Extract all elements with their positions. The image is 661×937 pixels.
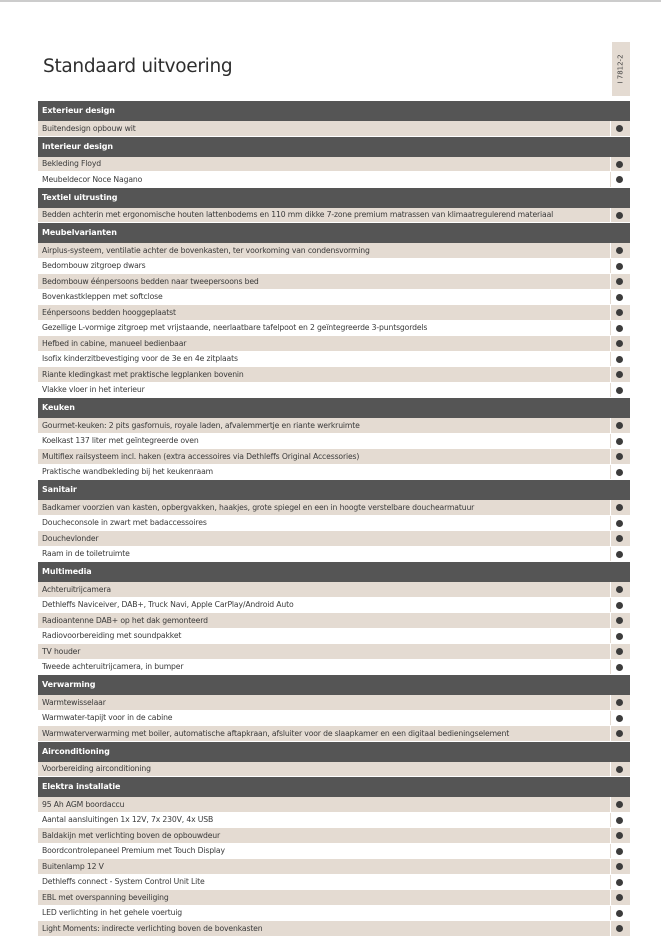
column-separator <box>610 290 611 305</box>
standard-dot-icon <box>616 422 623 429</box>
spec-row <box>38 516 630 532</box>
spec-row-label: Baldakijn met verlichting boven de opbouwdeur <box>42 830 221 840</box>
standard-dot-icon <box>616 125 623 132</box>
column-separator <box>610 516 611 531</box>
spec-row <box>38 449 630 465</box>
standard-dot-icon <box>616 586 623 593</box>
spec-row <box>38 813 630 829</box>
column-separator <box>610 762 611 777</box>
column-separator <box>610 208 611 223</box>
column-separator <box>610 644 611 659</box>
standard-dot-icon <box>616 715 623 722</box>
spec-table <box>38 101 630 937</box>
standard-dot-icon <box>616 648 623 655</box>
spec-row <box>38 208 630 224</box>
standard-dot-icon <box>616 309 623 316</box>
standard-dot-icon <box>616 278 623 285</box>
spec-row-label: Praktische wandbekleding bij het keukenraam <box>42 467 213 477</box>
section-header: Meubelvarianten <box>38 223 630 243</box>
column-separator <box>610 434 611 449</box>
section-header: Verwarming <box>38 675 630 695</box>
standard-dot-icon <box>616 801 623 808</box>
spec-row <box>38 695 630 711</box>
spec-row-label: TV houder <box>42 646 81 656</box>
column-separator <box>610 172 611 187</box>
spec-row <box>38 711 630 727</box>
spec-row-label: Dethleffs Naviceiver, DAB+, Truck Navi, Apple CarPlay/Android Auto <box>42 600 294 610</box>
spec-row-label: Douchevlonder <box>42 533 99 543</box>
spec-section <box>38 101 630 137</box>
spec-row-label: Riante kledingkast met praktische legplanken bovenin <box>42 369 244 379</box>
standard-dot-icon <box>616 766 623 773</box>
standard-dot-icon <box>616 356 623 363</box>
standard-dot-icon <box>616 699 623 706</box>
spec-row <box>38 243 630 259</box>
spec-row-label: Vlakke vloer in het interieur <box>42 385 145 395</box>
standard-dot-icon <box>616 832 623 839</box>
spec-section <box>38 223 630 398</box>
spec-row-label: Doucheconsole in zwart met badaccessoires <box>42 518 207 528</box>
column-separator <box>610 813 611 828</box>
standard-dot-icon <box>616 453 623 460</box>
standard-dot-icon <box>616 340 623 347</box>
spec-row <box>38 547 630 563</box>
spec-row <box>38 172 630 188</box>
column-separator <box>610 828 611 843</box>
column-separator <box>610 547 611 562</box>
spec-row <box>38 844 630 860</box>
section-header: Elektra installatie <box>38 777 630 797</box>
spec-row-label: Buitendesign opbouw wit <box>42 123 136 133</box>
spec-row-label: Aantal aansluitingen 1x 12V, 7x 230V, 4x USB <box>42 815 214 825</box>
spec-section <box>38 562 630 675</box>
spec-row <box>38 859 630 875</box>
column-separator <box>610 531 611 546</box>
spec-row <box>38 531 630 547</box>
spec-section <box>38 398 630 480</box>
spec-row <box>38 157 630 173</box>
standard-dot-icon <box>616 469 623 476</box>
spec-section <box>38 480 630 562</box>
column-separator <box>610 367 611 382</box>
column-separator <box>610 890 611 905</box>
spec-row <box>38 644 630 660</box>
standard-dot-icon <box>616 730 623 737</box>
top-rule <box>0 0 661 2</box>
spec-row-label: Eénpersoons bedden hooggeplaatst <box>42 307 176 317</box>
page-title: Standaard uitvoering <box>43 56 233 77</box>
spec-section <box>38 675 630 742</box>
spec-row-label: EBL met overspanning beveiliging <box>42 892 169 902</box>
standard-dot-icon <box>616 863 623 870</box>
column-separator <box>610 906 611 921</box>
section-header: Sanitair <box>38 480 630 500</box>
column-separator <box>610 465 611 480</box>
standard-dot-icon <box>616 910 623 917</box>
spec-row <box>38 500 630 516</box>
spec-section <box>38 137 630 188</box>
standard-dot-icon <box>616 520 623 527</box>
spec-row <box>38 336 630 352</box>
spec-row <box>38 418 630 434</box>
spec-row-label: Hefbed in cabine, manueel bedienbaar <box>42 338 187 348</box>
standard-dot-icon <box>616 894 623 901</box>
spec-row-label: 95 Ah AGM boordaccu <box>42 799 125 809</box>
spec-section <box>38 742 630 778</box>
section-header: Airconditioning <box>38 742 630 762</box>
standard-dot-icon <box>616 294 623 301</box>
column-separator <box>610 921 611 936</box>
spec-row <box>38 906 630 922</box>
column-separator <box>610 844 611 859</box>
spec-row-label: Badkamer voorzien van kasten, opbergvakken, haakjes, grote spiegel en een in hoogte verstelbare douchearmatuur <box>42 502 475 512</box>
spec-row-label: Gezellige L-vormige zitgroep met vrijstaande, neerlaatbare tafelpoot en 2 geïntegreerde 3-puntsgordels <box>42 323 428 333</box>
spec-row <box>38 465 630 481</box>
column-separator <box>610 582 611 597</box>
spec-row-label: Light Moments: indirecte verlichting boven de bovenkasten <box>42 923 263 933</box>
spec-section <box>38 188 630 224</box>
spec-row-label: Achteruitrijcamera <box>42 584 111 594</box>
standard-dot-icon <box>616 176 623 183</box>
spec-row <box>38 290 630 306</box>
column-separator <box>610 613 611 628</box>
standard-dot-icon <box>616 551 623 558</box>
standard-dot-icon <box>616 848 623 855</box>
spec-row-label: Koelkast 137 liter met geïntegreerde oven <box>42 436 199 446</box>
spec-row <box>38 274 630 290</box>
spec-row-label: Isofix kinderzitbevestiging voor de 3e en 4e zitplaats <box>42 354 238 364</box>
side-tab-label: I 7812-2 <box>617 54 625 84</box>
column-separator <box>610 336 611 351</box>
standard-dot-icon <box>616 438 623 445</box>
spec-row-label: Bedombouw éénpersoons bedden naar tweepersoons bed <box>42 276 259 286</box>
spec-row-label: Warmwaterverwarming met boiler, automatische aftapkraan, afsluiter voor de slaapkamer en een digitaal bedieningselement <box>42 728 510 738</box>
column-separator <box>610 449 611 464</box>
column-separator <box>610 629 611 644</box>
column-separator <box>610 695 611 710</box>
standard-dot-icon <box>616 633 623 640</box>
column-separator <box>610 726 611 741</box>
column-separator <box>610 383 611 398</box>
section-header: Keuken <box>38 398 630 418</box>
spec-row <box>38 367 630 383</box>
spec-row-label: Bovenkastkleppen met softclose <box>42 292 163 302</box>
column-separator <box>610 321 611 336</box>
column-separator <box>610 274 611 289</box>
spec-row <box>38 797 630 813</box>
spec-row-label: Boordcontrolepaneel Premium met Touch Display <box>42 846 225 856</box>
column-separator <box>610 711 611 726</box>
column-separator <box>610 598 611 613</box>
spec-row-label: Meubeldecor Noce Nagano <box>42 174 143 184</box>
column-separator <box>610 797 611 812</box>
standard-dot-icon <box>616 212 623 219</box>
spec-row-label: Radioantenne DAB+ op het dak gemonteerd <box>42 615 208 625</box>
standard-dot-icon <box>616 879 623 886</box>
spec-row <box>38 598 630 614</box>
standard-dot-icon <box>616 371 623 378</box>
spec-row <box>38 629 630 645</box>
standard-dot-icon <box>616 602 623 609</box>
standard-dot-icon <box>616 161 623 168</box>
standard-dot-icon <box>616 387 623 394</box>
spec-row-label: Bedden achterin met ergonomische houten lattenbodems en 110 mm dikke 7-zone premium matrassen van klimaatregulerend materiaal <box>42 210 554 220</box>
spec-row <box>38 434 630 450</box>
column-separator <box>610 305 611 320</box>
spec-row <box>38 582 630 598</box>
spec-section <box>38 777 630 937</box>
spec-row <box>38 890 630 906</box>
spec-row-label: Radiovoorbereiding met soundpakket <box>42 631 182 641</box>
column-separator <box>610 660 611 675</box>
spec-row-label: Tweede achteruitrijcamera, in bumper <box>42 662 184 672</box>
spec-row <box>38 321 630 337</box>
standard-dot-icon <box>616 263 623 270</box>
spec-row-label: Gourmet-keuken: 2 pits gasfornuis, royale laden, afvalemmertje en riante werkruimte <box>42 420 360 430</box>
standard-dot-icon <box>616 535 623 542</box>
section-header: Multimedia <box>38 562 630 582</box>
spec-row-label: Dethleffs connect - System Control Unit Lite <box>42 877 205 887</box>
spec-row <box>38 383 630 399</box>
spec-row-label: Warmtewisselaar <box>42 697 106 707</box>
column-separator <box>610 259 611 274</box>
spec-row <box>38 921 630 937</box>
column-separator <box>610 875 611 890</box>
spec-row-label: Warmwater-tapijt voor in de cabine <box>42 713 173 723</box>
spec-row <box>38 660 630 676</box>
spec-row <box>38 259 630 275</box>
spec-row <box>38 305 630 321</box>
spec-row-label: Raam in de toiletruimte <box>42 549 130 559</box>
spec-row-label: Bedombouw zitgroep dwars <box>42 261 146 271</box>
side-tab <box>612 42 630 96</box>
spec-row <box>38 828 630 844</box>
standard-dot-icon <box>616 325 623 332</box>
column-separator <box>610 352 611 367</box>
column-separator <box>610 157 611 172</box>
spec-row <box>38 762 630 778</box>
spec-row-label: LED verlichting in het gehele voertuig <box>42 908 183 918</box>
column-separator <box>610 121 611 136</box>
spec-row <box>38 875 630 891</box>
column-separator <box>610 859 611 874</box>
section-header: Textiel uitrusting <box>38 188 630 208</box>
spec-row <box>38 352 630 368</box>
spec-row-label: Bekleding Floyd <box>42 159 101 169</box>
column-separator <box>610 500 611 515</box>
section-header: Interieur design <box>38 137 630 157</box>
standard-dot-icon <box>616 247 623 254</box>
standard-dot-icon <box>616 617 623 624</box>
column-separator <box>610 243 611 258</box>
spec-row <box>38 121 630 137</box>
section-header: Exterieur design <box>38 101 630 121</box>
standard-dot-icon <box>616 504 623 511</box>
spec-row <box>38 726 630 742</box>
standard-dot-icon <box>616 664 623 671</box>
spec-row-label: Buitenlamp 12 V <box>42 861 104 871</box>
spec-row <box>38 613 630 629</box>
spec-row-label: Airplus-systeem, ventilatie achter de bovenkasten, ter voorkoming van condensvorming <box>42 245 370 255</box>
spec-row-label: Multiflex railsysteem incl. haken (extra accessoires via Dethleffs Original Accessories) <box>42 451 360 461</box>
spec-row-label: Voorbereiding airconditioning <box>42 764 151 774</box>
column-separator <box>610 418 611 433</box>
standard-dot-icon <box>616 925 623 932</box>
standard-dot-icon <box>616 817 623 824</box>
